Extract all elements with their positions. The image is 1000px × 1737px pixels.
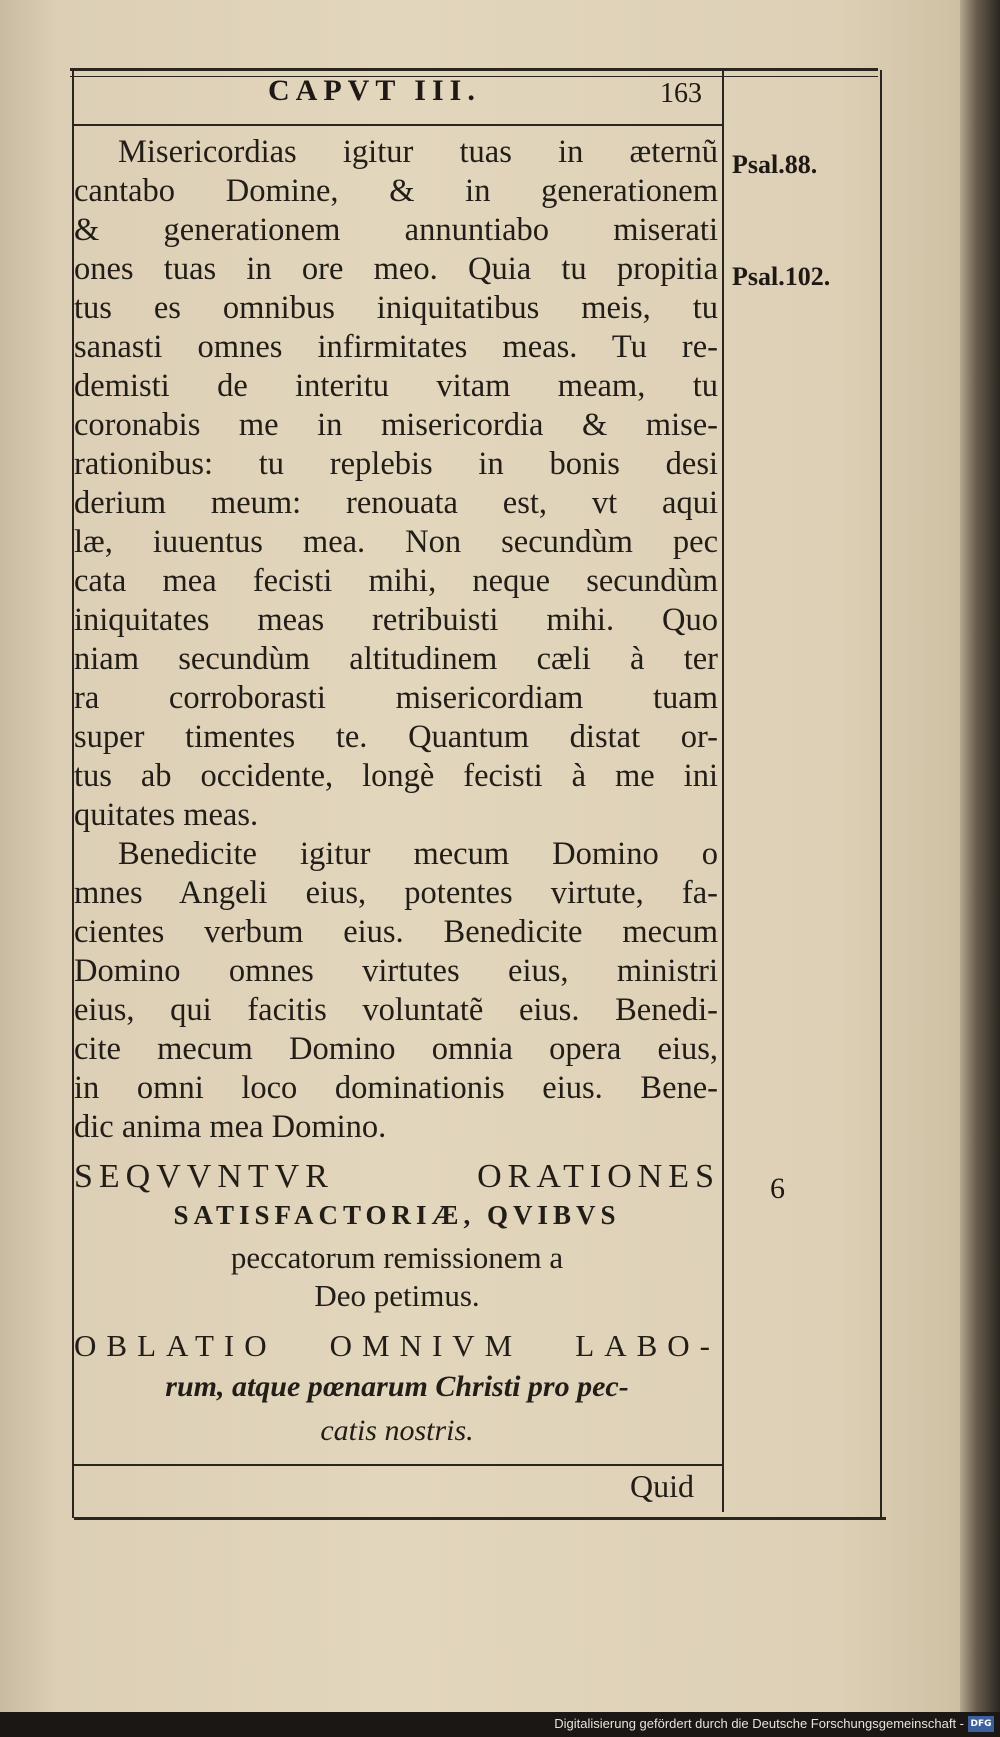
header-rule <box>74 124 724 126</box>
footer-bar <box>0 1712 1000 1737</box>
text-line: ones tuas in ore meo. Quia tu propitia <box>74 251 718 287</box>
section-subheading: Deo petimus. <box>314 1278 480 1313</box>
text-line: & generationem annuntiabo miserati <box>74 212 718 248</box>
text-line: Domino omnes virtutes eius, ministri <box>74 953 718 989</box>
text-line: Misericordias igitur tuas in æternũ <box>118 134 718 170</box>
margin-column-rule <box>722 70 724 1512</box>
text-line: sanasti omnes infirmitates meas. Tu re- <box>74 329 718 365</box>
frame-bottom-rule <box>74 1517 886 1520</box>
text-line: eius, qui facitis voluntatẽ eius. Benedi- <box>74 992 718 1028</box>
text-line: cientes verbum eius. Benedicite mecum <box>74 914 718 950</box>
text-line: demisti de interitu vitam meam, tu <box>74 368 718 404</box>
frame-top-rule <box>70 68 878 71</box>
section-subheading: peccatorum remissionem a <box>230 1240 564 1275</box>
text-line: Benedicite igitur mecum Domino o <box>118 836 718 872</box>
text-line: tus es omnibus iniquitatibus meis, tu <box>74 290 718 326</box>
text-line: cata mea fecisti mihi, neque secundùm <box>74 563 718 599</box>
dfg-logo-icon: DFG <box>968 1716 994 1732</box>
prayer-title: OBLATIO OMNIVM LABO- <box>74 1328 720 1363</box>
body-text <box>74 133 718 1147</box>
section-heading: SEQVVNTVR ORATIONES <box>74 1158 720 1195</box>
footer-credit: Digitalisierung gefördert durch die Deutsche Forschungsgemeinschaft - <box>554 1716 964 1731</box>
page-edge <box>960 0 1000 1737</box>
text-line: super timentes te. Quantum distat or- <box>74 719 718 755</box>
text-line: iniquitates meas retribuisti mihi. Quo <box>74 602 718 638</box>
prayer-title-italic: rum, atque pœnarum Christi pro pec- <box>165 1370 629 1403</box>
running-head: CAPVT III. <box>268 74 481 107</box>
text-line: derium meum: renouata est, vt aqui <box>74 485 718 521</box>
frame-right-rule <box>880 70 882 1518</box>
catchword: Quid <box>630 1468 694 1504</box>
margin-note-psalm-102: Psal.102. <box>732 262 831 291</box>
text-line: cite mecum Domino omnia opera eius, <box>74 1031 718 1067</box>
text-line: quitates meas. <box>74 797 259 833</box>
text-line: tus ab occidente, longè fecisti à me ini <box>74 758 718 794</box>
text-line: in omni loco dominationis eius. Bene- <box>74 1070 718 1106</box>
text-line: dic anima mea Domino. <box>74 1109 387 1145</box>
section-heading: SATISFACTORIÆ, QVIBVS <box>173 1200 621 1230</box>
text-line: ra corroborasti misericordiam tuam <box>74 680 718 716</box>
text-line: mnes Angeli eius, potentes virtute, fa- <box>74 875 718 911</box>
margin-note-number: 6 <box>770 1172 785 1205</box>
text-line: niam secundùm altitudinem cæli à ter <box>74 641 718 677</box>
text-line: coronabis me in misericordia & mise- <box>74 407 718 443</box>
text-line: rationibus: tu replebis in bonis desi <box>74 446 718 482</box>
catchword-rule <box>74 1464 724 1466</box>
page-number: 163 <box>660 78 702 109</box>
prayer-title-italic: catis nostris. <box>320 1414 474 1447</box>
margin-note-psalm-88: Psal.88. <box>732 150 818 179</box>
text-line: læ, iuuentus mea. Non secundùm pec <box>74 524 718 560</box>
text-line: cantabo Domine, & in generationem <box>74 173 718 209</box>
